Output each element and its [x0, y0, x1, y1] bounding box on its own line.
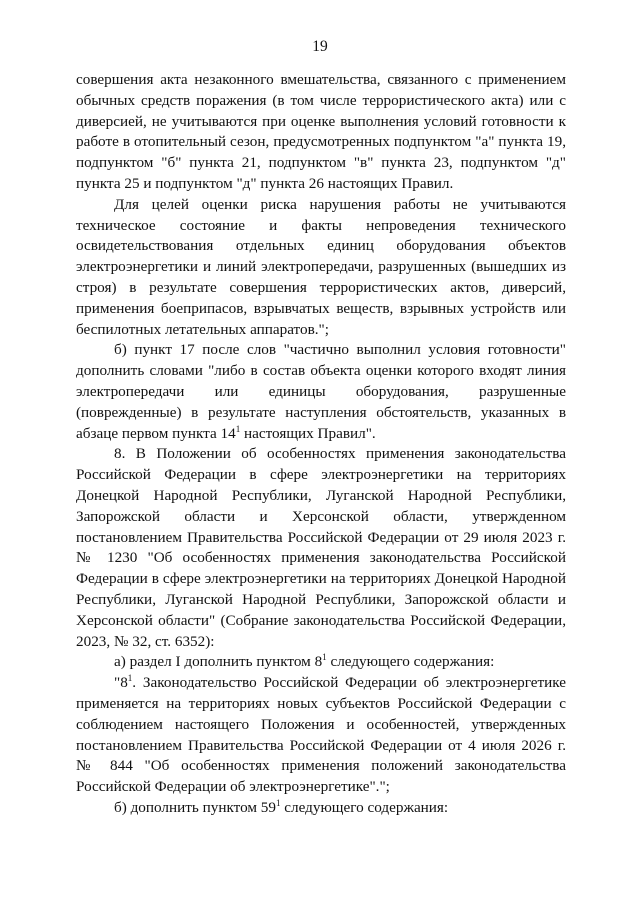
superscript: 1	[322, 652, 327, 663]
superscript: 1	[235, 423, 241, 434]
paragraph-6-tail: . Законодательство Российской Федерации об электроэнергетике применяется на территориях новых субъектов Российской Федерации с соблюдением настоящего Положения и особенностей, утвержденных постановлением Правительства Российской Федерации от 4 июля 2026 г. № 844 "Об особенностях применения положений законодательства Российской Федерации об электроэнергетике".";	[76, 674, 566, 796]
document-body	[76, 70, 566, 819]
paragraph-5-tail: следующего содержания:	[326, 653, 495, 671]
paragraph-5	[76, 652, 566, 673]
paragraph-6	[76, 673, 566, 798]
paragraph-7-text: б) дополнить пунктом 59	[114, 798, 276, 816]
paragraph-3-text: б) пункт 17 после слов "частично выполнил условия готовности" дополнить словами "либо в состав объекта оценки которого входят линия электропередачи или единицы оборудования, разрушенные (поврежденные) в результате наступления обстоятельств, указанных в абзаце первом пункта 14	[76, 341, 566, 442]
paragraph-6-text: "8	[114, 674, 128, 692]
paragraph-7-tail: следующего содержания:	[280, 798, 449, 816]
paragraph-4: 8. В Положении об особенностях применения законодательства Российской Федерации в сфере электроэнергетики на территориях Донецкой Народной Республики, Луганской Народной Республики, Запорожской области и Херсонской области, утвержденном постановлением Правительства Российской Федерации от 29 июля 2023 г. № 1230 "Об особенностях применения законодательства Российской Федерации в сфере электроэнергетики на территориях Донецкой Народной Республики, Луганской Народной Республики, Запорожской области и Херсонской области" (Собрание законодательства Российской Федерации, 2023, № 32, ст. 6352):	[76, 445, 566, 650]
page-number: 19	[312, 38, 328, 55]
superscript: 1	[275, 797, 281, 808]
paragraph-7	[76, 798, 566, 819]
paragraph-3	[76, 340, 566, 444]
superscript: 1	[127, 673, 133, 684]
paragraph-5-text: а) раздел I дополнить пунктом 8	[114, 653, 323, 671]
paragraph-3-tail: настоящих Правил".	[240, 424, 376, 442]
paragraph-1: совершения акта незаконного вмешательства, связанного с применением обычных средств поражения (в том числе террористического акта) или с диверсией, не учитываются при оценке выполнения условий готовности к работе в отопительный сезон, предусмотренных подпунктом "а" пункта 19, подпунктом "б" пункта 21, подпунктом "в" пункта 23, подпунктом "д" пункта 25 и подпунктом "д" пункта 26 настоящих Правил.	[76, 71, 566, 192]
paragraph-2: Для целей оценки риска нарушения работы не учитываются техническое состояние и факты непроведения технического освидетельствования отдельных единиц оборудования объектов электроэнергетики и линий электропередачи, разрушенных (вышедших из строя) в результате совершения террористических актов, диверсий, применения боеприпасов, взрывчатых веществ, взрывных устройств или беспилотных летательных аппаратов.";	[76, 195, 566, 338]
